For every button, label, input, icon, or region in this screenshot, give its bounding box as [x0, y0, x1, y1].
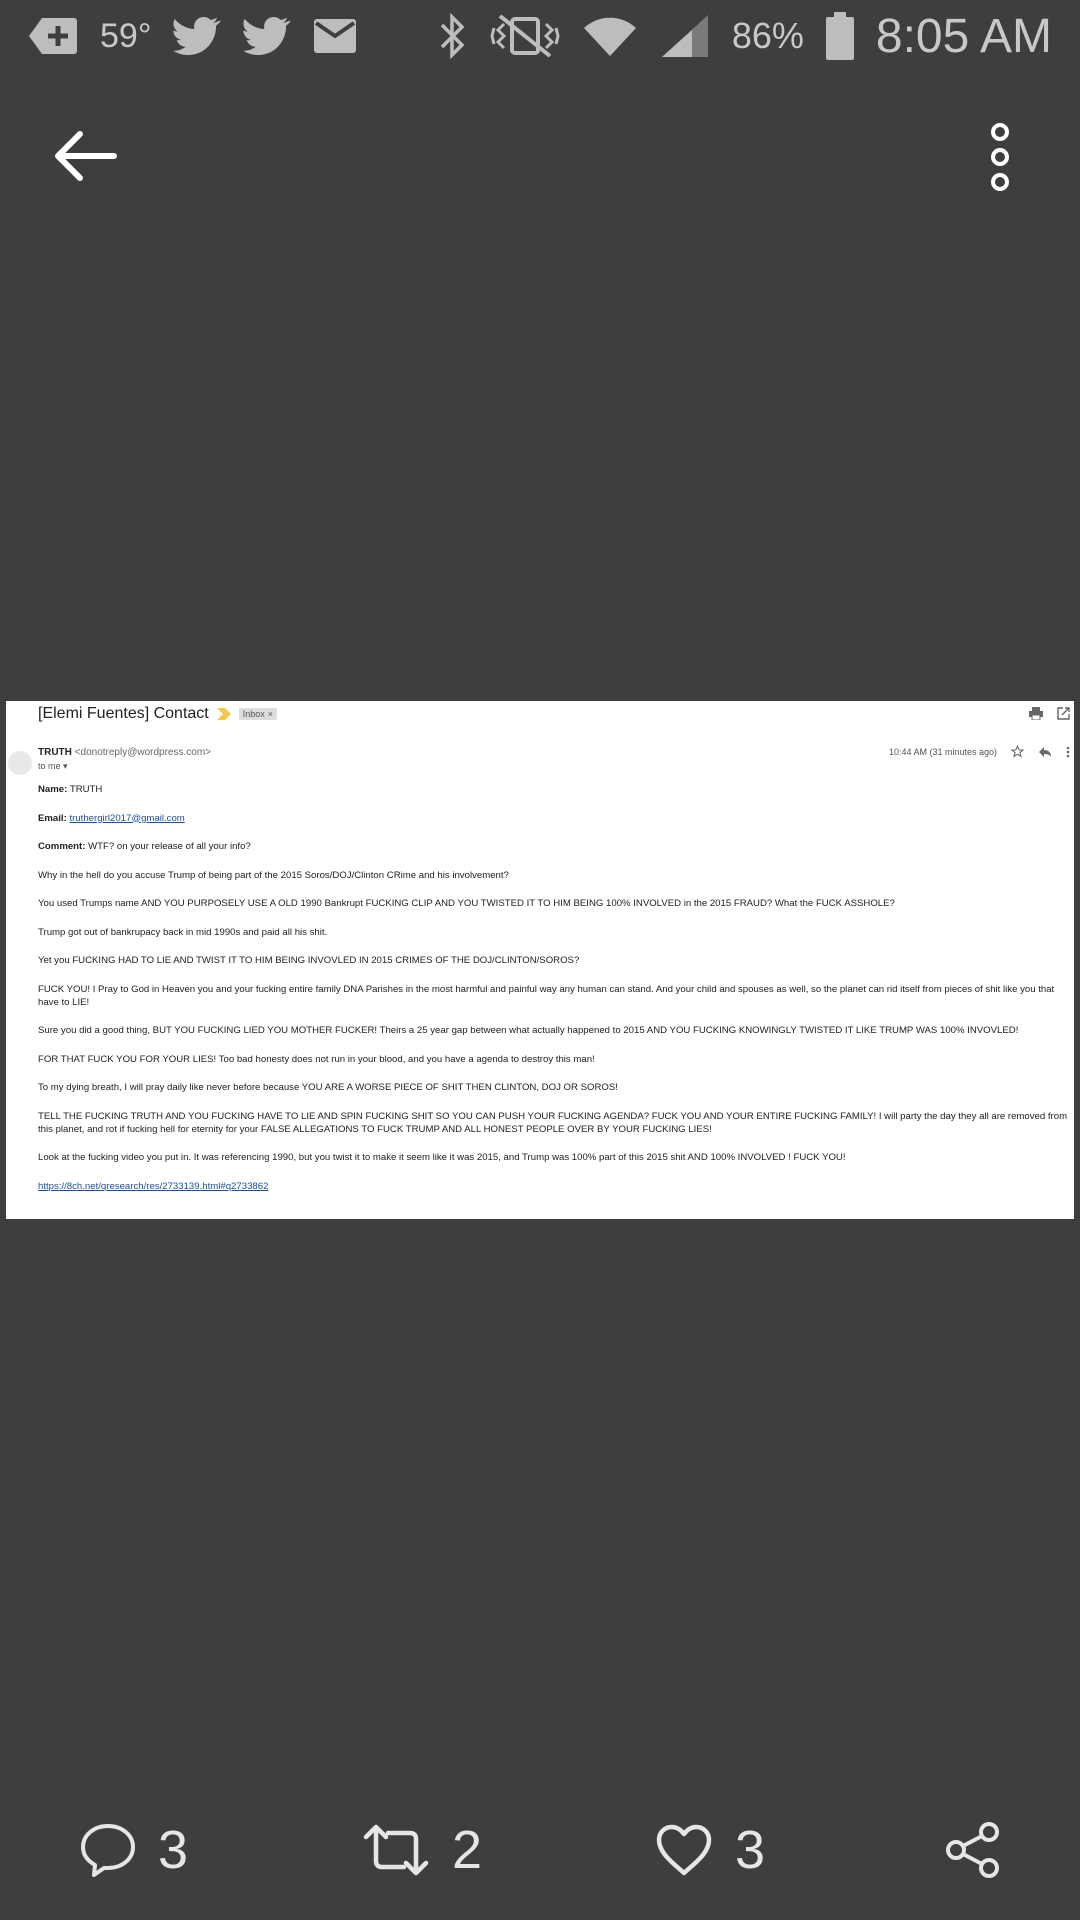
reply-icon [1038, 746, 1052, 758]
reply-count: 3 [158, 1820, 189, 1880]
more-options-button[interactable] [985, 122, 1015, 194]
comment-field [38, 840, 1068, 853]
share-button[interactable] [944, 1810, 1002, 1890]
body-paragraph: You used Trumps name AND YOU PURPOSELY USE A OLD 1990 Bankrupt FUCKING CLIP AND YOU TWISTED IT TO HIM BEING 100% INVOLVED in the 2015 FRAUD? What the FUCK ASSHOLE? [38, 898, 895, 909]
email-subject: [Elemi Fuentes] Contact [38, 705, 209, 722]
email-field [38, 812, 1068, 825]
battery-percent: 86% [731, 15, 804, 56]
back-button[interactable] [52, 130, 118, 182]
signal-icon [660, 13, 710, 59]
body-paragraph: Why in the hell do you accuse Trump of being part of the 2015 Soros/DOJ/Clinton CRime and his involvement? [38, 869, 509, 881]
sender-address: <donotreply@wordpress.com> [74, 747, 211, 758]
inbox-label-text: Inbox [242, 709, 265, 719]
comment-label: Comment: [38, 841, 86, 852]
body-paragraph: Yet you FUCKING HAD TO LIE AND TWIST IT TO HIM BEING INVOVLED IN 2015 CRIMES OF THE DOJ/CLINTON/SOROS? [38, 955, 580, 966]
email-body [38, 783, 1068, 1208]
share-icon [944, 1821, 1002, 1879]
email-meta [889, 745, 1070, 758]
mail-icon [313, 17, 357, 55]
battery-icon [826, 12, 854, 60]
name-field [38, 783, 1068, 796]
importance-marker-icon [217, 708, 231, 720]
bluetooth-icon [438, 13, 468, 59]
inbox-label-close: × [267, 709, 274, 719]
retweet-button[interactable] [362, 1810, 482, 1890]
inbox-label [239, 708, 277, 720]
temperature: 59° [100, 16, 152, 55]
clock: 8:05 AM [875, 9, 1052, 63]
tweet-actions [0, 1810, 1080, 1890]
body-paragraph: FUCK YOU! I Pray to God in Heaven you and your fucking entire family DNA Parishes in the most harmful and painful way any human can stand. And your child and spouses as well, so the planet can rid itself from pieces of shit like you that have to LIE! [38, 983, 1055, 1008]
more-vert-icon [985, 122, 1015, 194]
open-in-new-icon [1057, 707, 1070, 720]
chevron-down-icon: ▾ [63, 761, 68, 771]
like-count: 3 [735, 1820, 766, 1880]
more-vert-small-icon [1066, 746, 1070, 758]
body-paragraph: Look at the fucking video you put in. It was referencing 1990, but you twist it to make it seem like it was 2015, and Trump was 100% part of this 2015 shit AND 100% INVOLVED ! FUCK YOU! [38, 1152, 846, 1163]
reply-button[interactable] [80, 1810, 188, 1890]
body-paragraph: Sure you did a good thing, BUT YOU FUCKING LIED YOU MOTHER FUCKER! Theirs a 25 year gap between what actually happened to 2015 AND YOU FUCKING KNOWINGLY TWISTED IT LIKE TRUMP WAS 100% INVOVLED! [38, 1025, 1019, 1036]
twitter-icon [173, 16, 221, 56]
arrow-back-icon [52, 130, 118, 182]
name-label: Name: [38, 784, 68, 795]
avatar [8, 751, 32, 775]
source-link[interactable]: https://8ch.net/qresearch/res/2733139.html#q2733862 [38, 1180, 269, 1192]
add-notification-icon [28, 16, 78, 56]
body-paragraph: FOR THAT FUCK YOU FOR YOUR LIES! Too bad honesty does not run in your blood, and you have a agenda to destroy this man! [38, 1053, 595, 1065]
recipient [38, 761, 68, 772]
print-icon [1029, 707, 1043, 720]
email-link[interactable]: truthergirl2017@gmail.com [69, 812, 185, 824]
email-label: Email: [38, 812, 67, 824]
source-link-row [38, 1180, 1068, 1193]
sender-name: TRUTH [38, 747, 72, 758]
comment-icon [80, 1822, 136, 1878]
body-paragraph: TELL THE FUCKING TRUTH AND YOU FUCKING HAVE TO LIE AND SPIN FUCKING SHIT SO YOU CAN PUSH YOUR FUCKING AGENDA? FUCK YOU AND YOUR ENTIRE FUCKING FAMILY! I will party the day they all are removed from this planet, and rot if fucking hell for eternity for your FALSE ALLEGATIONS TO FUCK TRUMP AND ALL HONEST PEOPLE OVER BY YOUR FUCKING LIES! [38, 1110, 1068, 1135]
recipient-text: to me [38, 761, 61, 771]
comment-value: WTF? on your release of all your info? [88, 841, 251, 852]
retweet-count: 2 [452, 1820, 483, 1880]
status-bar [0, 0, 1080, 72]
heart-icon [655, 1823, 713, 1877]
sender [38, 747, 211, 758]
body-paragraph: To my dying breath, I will pray daily like never before because YOU ARE A WORSE PIECE OF SHIT THEN CLINTON, DOJ OR SOROS! [38, 1082, 618, 1093]
email-subject-row [38, 705, 277, 723]
name-value: TRUTH [69, 784, 103, 795]
email-top-actions [1029, 707, 1070, 720]
body-paragraph: Trump got out of bankrupacy back in mid 1990s and paid all his shit. [38, 926, 328, 938]
star-icon [1011, 745, 1024, 758]
twitter-icon [243, 16, 291, 56]
email-screenshot[interactable] [6, 701, 1074, 1219]
vibrate-icon [490, 14, 560, 58]
like-button[interactable] [655, 1810, 765, 1890]
email-time: 10:44 AM (31 minutes ago) [888, 746, 997, 757]
retweet-icon [362, 1823, 430, 1877]
wifi-icon [582, 14, 638, 58]
